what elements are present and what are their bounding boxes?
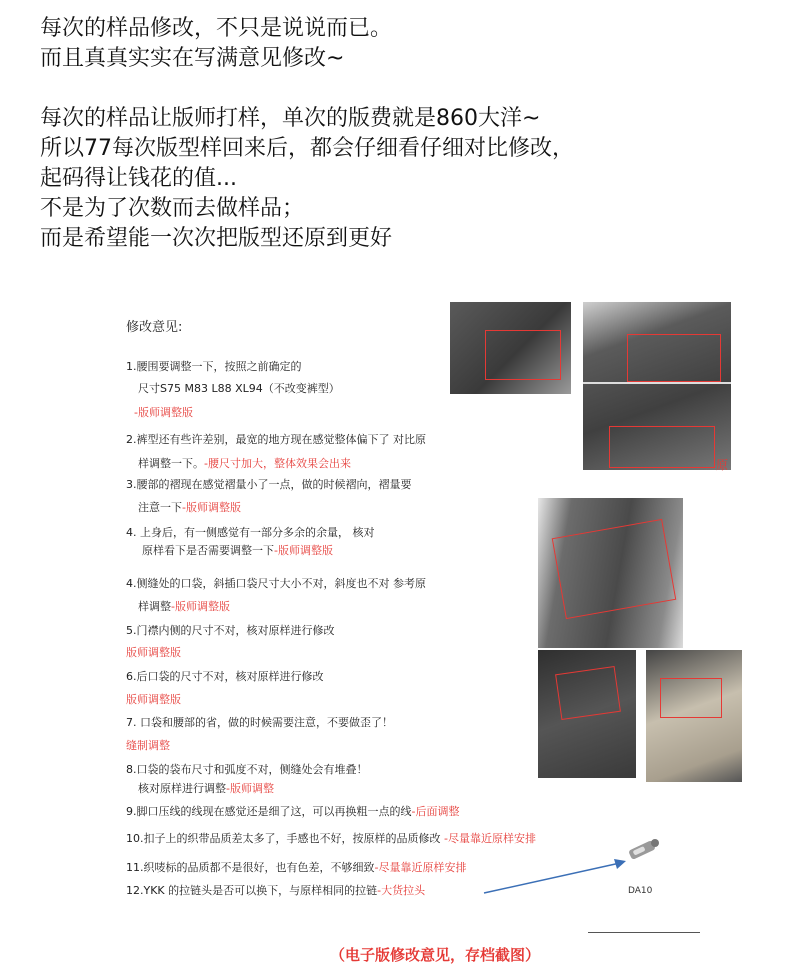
note-10 (126, 803, 459, 819)
note-5-text: 样调整 (138, 600, 171, 613)
zipper-model-label: DA10 (628, 886, 653, 896)
zipper-puller-icon (625, 835, 665, 867)
note-11-text: 10.扣子上的织带品质差太多了，手感也不好，按原样的品质修改 (126, 832, 444, 845)
note-2-text: 样调整一下。 (138, 457, 204, 470)
note-6-result: 版师调整版 (126, 646, 181, 659)
highlight-box (627, 334, 721, 382)
note-3-result: -版师调整版 (182, 501, 241, 514)
divider (588, 932, 700, 933)
intro-line-5: 起码得让钱花的值... (40, 166, 237, 191)
highlight-box (485, 330, 561, 380)
highlight-box (660, 678, 722, 718)
intro-line-2: 而且真真实实在写满意见修改~ (40, 46, 345, 71)
note-4-line-1: 4. 上身后，有一侧感觉有一部分多余的余量， 核对 (126, 526, 375, 539)
note-5-result: -版师调整版 (171, 600, 230, 613)
intro-text (40, 14, 574, 254)
note-10-text: 9.脚口压线的线现在感觉还是细了这，可以再换粗一点的线 (126, 805, 412, 818)
note-13-result: -大货拉头 (377, 884, 426, 897)
note-7-line-1: 6.后口袋的尺寸不对，核对原样进行修改 (126, 670, 324, 683)
intro-line-1: 每次的样品修改，不只是说说而已。 (40, 16, 393, 41)
note-2-line-2 (138, 455, 351, 471)
note-13 (126, 882, 425, 898)
original-label: 原 (716, 458, 729, 472)
note-12 (126, 859, 466, 875)
sample-photo-pocket (538, 650, 636, 778)
note-1-result: -版师调整版 (134, 406, 193, 419)
note-5-line-1: 4.侧缝处的口袋，斜插口袋尺寸大小不对，斜度也不对 参考原 (126, 577, 426, 590)
note-1-line-2: 尺寸S75 M83 L88 XL94（不改变裤型） (138, 382, 340, 395)
note-1-line-1: 1.腰围要调整一下，按照之前确定的 (126, 360, 302, 373)
note-11-result: -尽量靠近原样安排 (444, 832, 536, 845)
note-9-result: -版师调整 (226, 782, 274, 795)
note-2-result: -腰尺寸加大，整体效果会出来 (204, 457, 351, 470)
sample-photo-pocket-inside (646, 650, 742, 782)
note-11 (126, 830, 536, 846)
arrow-icon (480, 855, 630, 900)
note-4-text: 原样看下是否需要调整一下 (142, 544, 274, 557)
note-6-line-1: 5.门襟内侧的尺寸不对，核对原样进行修改 (126, 624, 335, 637)
sample-photo-compare (583, 302, 731, 470)
highlight-box (555, 666, 621, 720)
note-3-line-2 (138, 499, 241, 515)
note-3-text: 注意一下 (138, 501, 182, 514)
notes-heading: 修改意见: (126, 320, 183, 335)
note-9-line-2 (138, 780, 274, 796)
note-4-line-2 (142, 542, 333, 558)
intro-line-3: 每次的样品让版师打样，单次的版费就是860大洋~ (40, 106, 541, 131)
note-5-line-2 (138, 598, 230, 614)
archive-caption: （电子版修改意见，存档截图） (330, 946, 541, 964)
note-12-text: 11.织唛标的品质都不是很好，也有色差，不够细致 (126, 861, 375, 874)
note-8-line-1: 7. 口袋和腰部的省，做的时候需要注意，不要做歪了！ (126, 716, 393, 729)
highlight-box (609, 426, 715, 468)
note-10-result: -后面调整 (411, 805, 460, 818)
sample-photo-worn (538, 498, 683, 648)
note-2-line-1: 2.裤型还有些许差别，最宽的地方现在感觉整体偏下了 对比原 (126, 433, 426, 446)
note-4-result: -版师调整版 (274, 544, 333, 557)
note-9-line-1: 8.口袋的袋布尺寸和弧度不对，侧缝处会有堆叠！ (126, 763, 368, 776)
note-13-text: 12.YKK 的拉链头是否可以换下，与原样相同的拉链 (126, 884, 378, 897)
note-9-text: 核对原样进行调整 (138, 782, 226, 795)
note-8-result: 缝制调整 (126, 739, 170, 752)
highlight-box (552, 519, 677, 619)
intro-line-7: 而是希望能一次次把版型还原到更好 (40, 226, 393, 251)
sample-photo-waist (450, 302, 571, 394)
note-12-result: -尽量靠近原样安排 (374, 861, 467, 874)
note-7-result: 版师调整版 (126, 693, 181, 706)
intro-line-6: 不是为了次数而去做样品； (40, 196, 305, 221)
note-3-line-1: 3.腰部的褶现在感觉褶量小了一点，做的时候褶向，褶量要 (126, 478, 412, 491)
intro-line-4: 所以77每次版型样回来后，都会仔细看仔细对比修改， (40, 136, 574, 161)
